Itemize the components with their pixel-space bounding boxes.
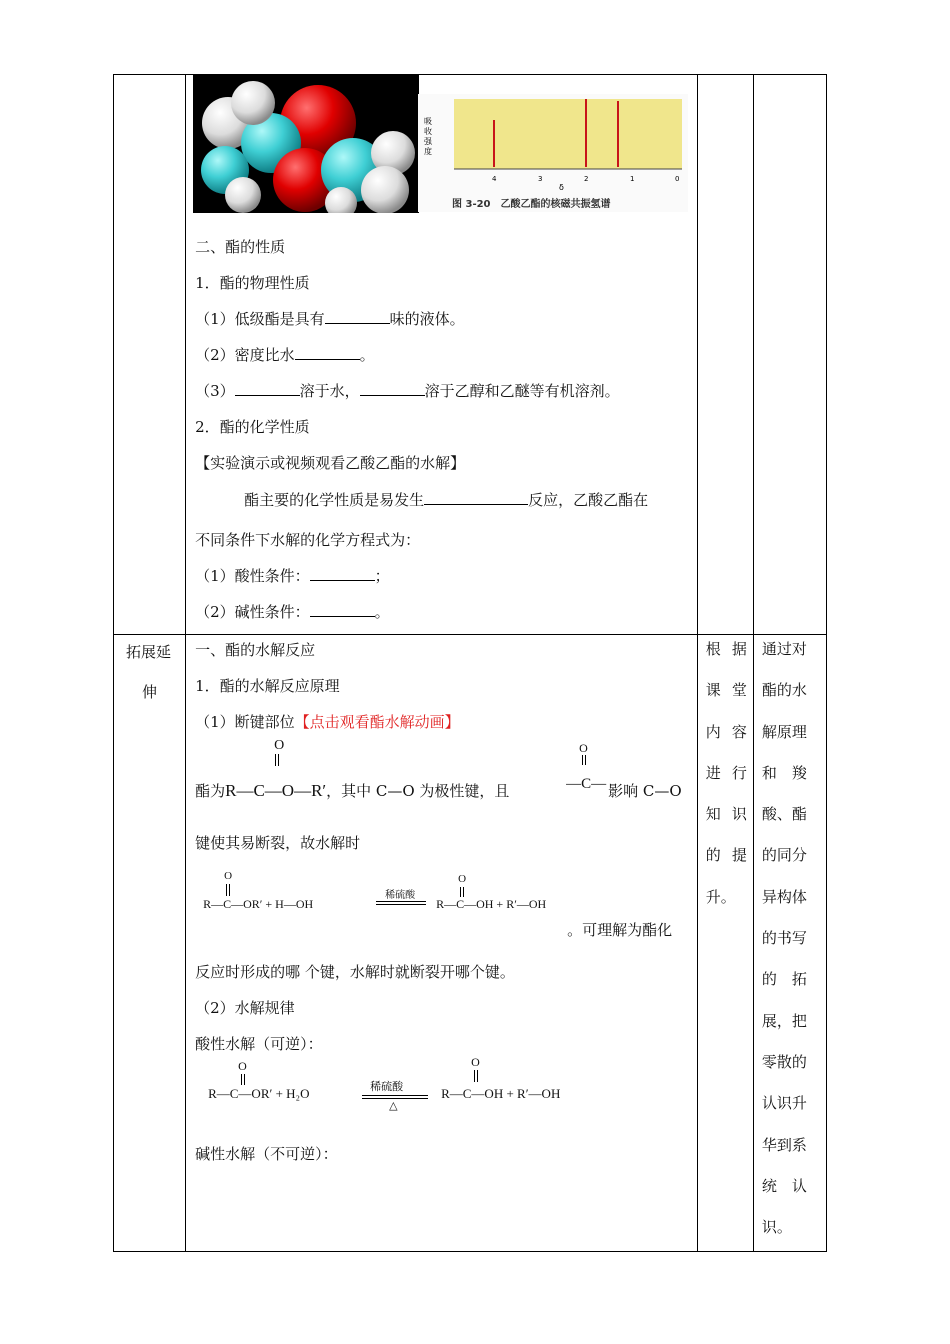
base-condition-line: （2）碱性条件： 。: [195, 603, 390, 621]
nmr-tick-4: 4: [492, 175, 497, 183]
ethyl-acetate-molecule-model: [193, 75, 419, 213]
row2-intent-cell: [753, 635, 826, 1252]
main-property-line: 酯主要的化学性质是易发生 反应，乙酸乙酯在: [244, 491, 649, 509]
activity-text: 根 据 课 堂 内 容 进 行 知 识 的 提 升。: [705, 640, 747, 906]
nmr-y-label-3: 度: [424, 147, 433, 156]
scheme-products: R—C—OH + R′—OH: [436, 897, 547, 911]
scheme-o-right: O: [458, 873, 467, 885]
ester-o-symbol: O: [274, 738, 285, 753]
ester-definition-line: 酯为R—C—O—R′，其中 C—O 为极性键，且: [195, 781, 510, 800]
nmr-tick-3: 3: [538, 175, 543, 183]
nmr-y-label-0: 吸: [424, 117, 433, 126]
ester-formula: R—C—O—R′: [225, 781, 327, 800]
nmr-spectrum-figure: [418, 94, 688, 212]
nmr-y-label-2: 强: [424, 137, 433, 146]
main-property-cont: 不同条件下水解的化学方程式为：: [195, 531, 421, 549]
nmr-tick-2: 2: [584, 175, 589, 183]
row1-activity-cell: [697, 75, 753, 635]
acid-eq-reactants: R—C—OR′ + H₂O: [208, 1086, 310, 1101]
intent-text: 通过对 酯的水 解原理 和 羧 酸、酯 的同分 异构体 的书写 的 拓 展，把 零散的 认识升 华到系 统 认 识。: [761, 640, 807, 1237]
nmr-x-label: δ: [559, 183, 564, 192]
hydrolysis-rule-title: （2）水解规律: [195, 999, 295, 1017]
esterification-reason: 反应时形成的哪 个键，水解时就断裂开哪个键。: [195, 963, 515, 981]
physical-property-3: （3） 溶于水， 溶于乙醇和乙醚等有机溶剂。: [195, 382, 620, 400]
nmr-tick-0: 0: [675, 175, 680, 183]
row1-label-cell: [114, 75, 186, 635]
row-label-line-2: 伸: [142, 683, 158, 701]
scheme-condition: 稀硫酸: [385, 890, 416, 901]
bond-break-line: （1）断键部位【点击观看酯水解动画】: [195, 713, 460, 731]
physical-property-1: （1）低级酯是具有 味的液体。: [195, 310, 465, 328]
physical-property-2: （2）密度比水 。: [195, 346, 375, 364]
acid-condition-line: （1）酸性条件： ；: [195, 567, 390, 585]
bond-break-reason: 键使其易断裂，故水解时: [195, 834, 361, 852]
row1-intent-cell: [753, 75, 826, 635]
scheme-reactants: R—C—OR′ + H—OH: [203, 897, 314, 911]
lesson-table: [113, 74, 827, 1252]
acidic-hydrolysis-title: 酸性水解（可逆）：: [195, 1035, 323, 1053]
row1-content-cell: [186, 75, 698, 635]
scheme-o-left: O: [224, 870, 233, 882]
basic-hydrolysis-title: 碱性水解（不可逆）：: [195, 1145, 338, 1163]
acid-eq-condition: 稀硫酸: [370, 1080, 404, 1093]
row2-label-cell: [114, 635, 186, 1252]
carbonyl-o-symbol: O: [579, 741, 588, 755]
experiment-note: 【实验演示或视频观看乙酸乙酯的水解】: [195, 454, 466, 472]
nmr-caption: 图 3-20 乙酸乙酯的核磁共振氢谱: [452, 199, 611, 210]
row-label-line-1: 拓展延: [126, 643, 172, 661]
ester-definition-end: 影响 C—O: [608, 782, 682, 800]
nmr-y-label-1: 收: [424, 127, 433, 136]
row2-content-cell: [186, 635, 698, 1252]
acid-eq-o-left: O: [238, 1059, 247, 1073]
scheme-tail: 。可理解为酯化: [567, 921, 673, 939]
acid-eq-products: R—C—OH + R′—OH: [441, 1086, 561, 1101]
row2-activity-cell: [697, 635, 753, 1252]
carbonyl-group: —C—: [566, 776, 607, 792]
physical-properties-title: 1．酯的物理性质: [195, 274, 310, 292]
nmr-tick-1: 1: [630, 175, 635, 183]
hydrolysis-principle-title: 1．酯的水解反应原理: [195, 677, 340, 695]
section-title-properties: 二、酯的性质: [195, 238, 286, 256]
hydrolysis-animation-link[interactable]: 【点击观看酯水解动画】: [294, 713, 460, 731]
chemical-properties-title: 2．酯的化学性质: [195, 418, 310, 436]
acid-eq-o-right: O: [471, 1055, 480, 1069]
hydrolysis-title: 一、酯的水解反应: [195, 641, 316, 659]
acid-eq-heat: △: [389, 1099, 398, 1112]
